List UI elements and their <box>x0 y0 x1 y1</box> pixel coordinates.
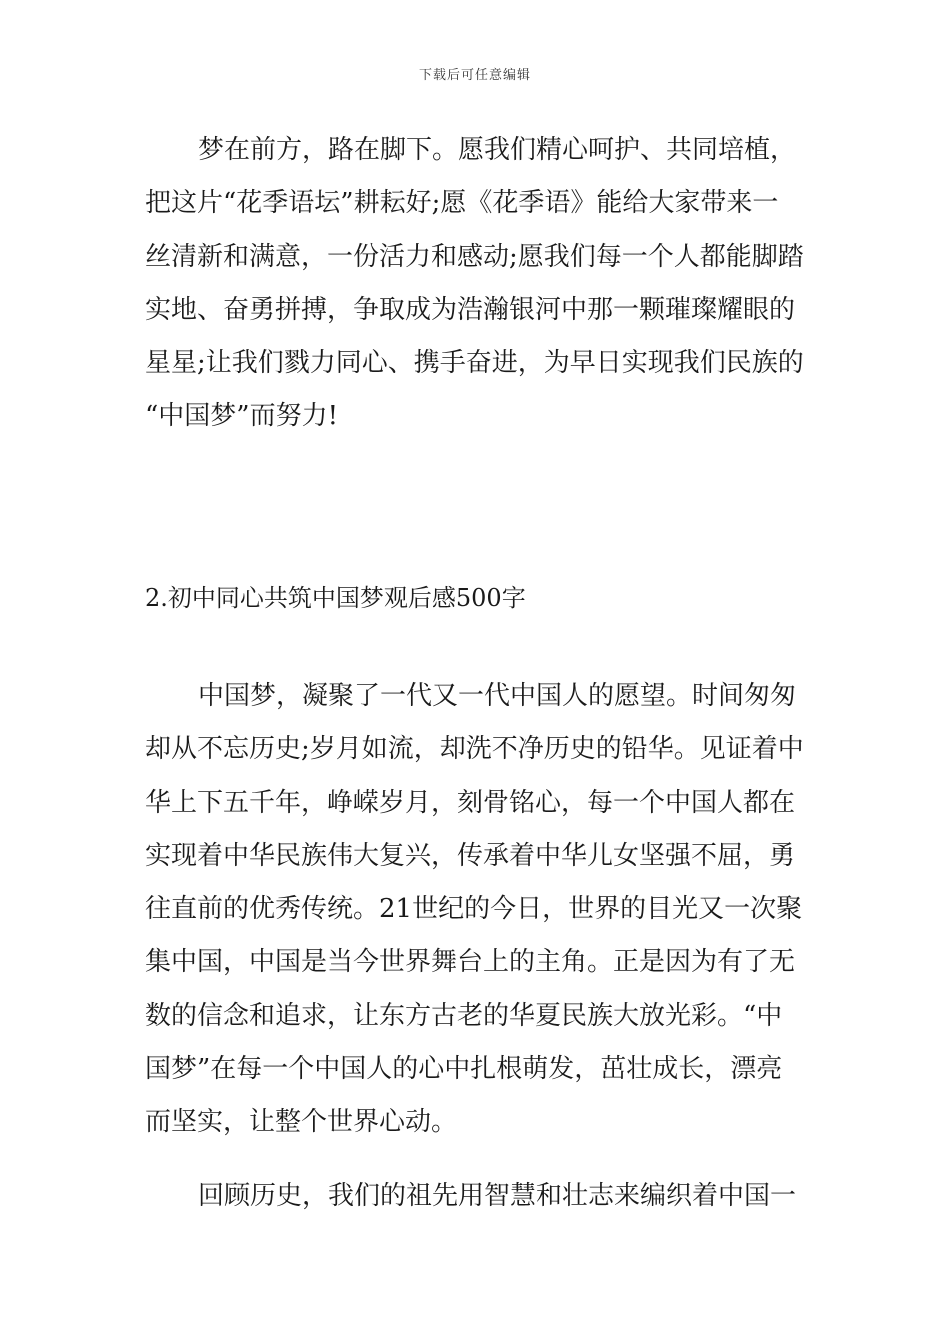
paragraph-line: 中国梦，凝聚了一代又一代中国人的愿望。时间匆匆 <box>198 681 797 711</box>
paragraph-line: 回顾历史，我们的祖先用智慧和壮志来编织着中国一 <box>198 1181 797 1211</box>
paragraph-line: 数的信念和追求，让东方古老的华夏民族大放光彩。“中 <box>145 1000 783 1031</box>
paragraph-2 <box>145 670 810 1150</box>
paragraph-line: 实现着中华民族伟大复兴，传承着中华儿女坚强不屈，勇 <box>145 840 796 871</box>
paragraph-line: 却从不忘历史;岁月如流，却洗不净历史的铅华。见证着中 <box>145 734 804 765</box>
paragraph-line: 梦在前方，路在脚下。愿我们精心呵护、共同培植， <box>198 135 797 165</box>
paragraph-line: 国梦”在每一个中国人的心中扎根萌发，茁壮成长，漂亮 <box>145 1054 783 1085</box>
paragraph-line: 星星;让我们戮力同心、携手奋进，为早日实现我们民族的 <box>145 348 804 379</box>
paragraph-3 <box>145 1170 810 1223</box>
section-heading: 2.初中同心共筑中国梦观后感500字 <box>145 584 526 612</box>
paragraph-line: 往直前的优秀传统。21世纪的今日，世界的目光又一次聚 <box>145 894 803 925</box>
paragraph-line: 集中国，中国是当今世界舞台上的主角。正是因为有了无 <box>145 947 796 978</box>
paragraph-1 <box>145 124 810 444</box>
paragraph-line: 华上下五千年，峥嵘岁月，刻骨铭心，每一个中国人都在 <box>145 787 796 818</box>
paragraph-line: 丝清新和满意，一份活力和感动;愿我们每一个人都能脚踏 <box>145 241 804 272</box>
paragraph-line: 实地、奋勇拼搏，争取成为浩瀚银河中那一颗璀璨耀眼的 <box>145 294 796 325</box>
paragraph-line: 而坚实，让整个世界心动。 <box>145 1107 458 1138</box>
page-header: 下载后可任意编辑 <box>418 68 531 83</box>
paragraph-line: “中国梦”而努力! <box>145 401 339 432</box>
paragraph-line: 把这片“花季语坛”耕耘好;愿《花季语》能给大家带来一 <box>145 188 779 219</box>
